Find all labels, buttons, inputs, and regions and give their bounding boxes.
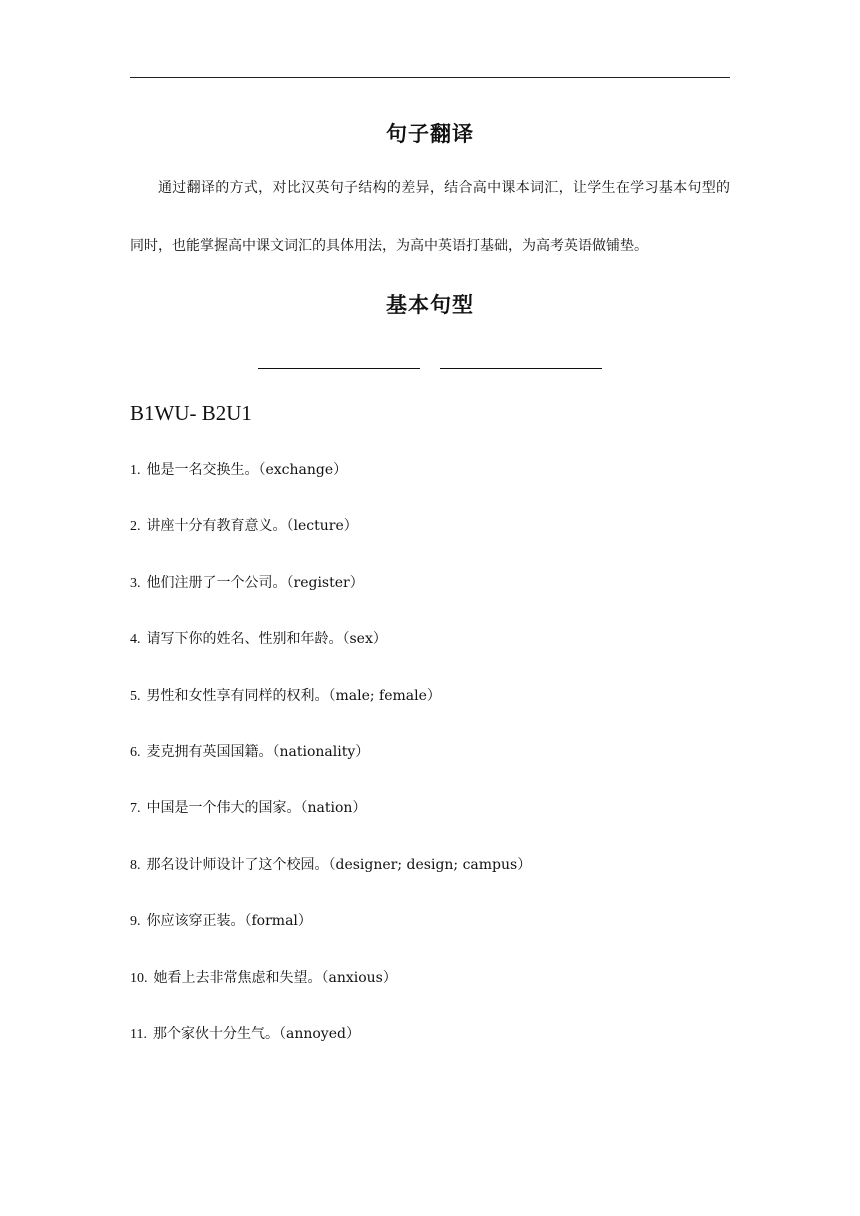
item-number: 3. [130, 575, 141, 591]
item-text: 那名设计师设计了这个校园。（designer; design; campus） [146, 856, 532, 873]
item-text: 讲座十分有教育意义。（lecture） [146, 518, 358, 535]
exercise-item [130, 1023, 730, 1079]
item-number: 2. [130, 519, 141, 535]
item-text: 他是一名交换生。（exchange） [146, 462, 348, 478]
item-number: 1. [130, 463, 141, 478]
item-text: 男性和女性享有同样的权利。（male; female） [146, 687, 441, 704]
item-number: 11. [130, 1026, 147, 1042]
exercise-item [130, 910, 730, 966]
item-number: 9. [130, 914, 141, 930]
header-rule [130, 77, 730, 78]
exercise-item [130, 515, 730, 571]
item-number: 4. [130, 632, 141, 648]
exercise-item [130, 967, 730, 1023]
unit-code: B1WU- B2U1 [130, 401, 252, 425]
item-number: 7. [130, 801, 141, 817]
exercise-item [130, 459, 730, 515]
exercise-item [130, 797, 730, 853]
blank-line-1 [258, 368, 420, 369]
item-text: 你应该穿正装。（formal） [146, 913, 312, 930]
exercise-item [130, 628, 730, 684]
exercise-item [130, 572, 730, 628]
item-number: 6. [130, 744, 141, 760]
exercise-item [130, 741, 730, 797]
section-heading: 基本句型 [386, 293, 474, 317]
item-text: 她看上去非常焦虑和失望。（anxious） [153, 969, 397, 986]
item-text: 麦克拥有英国国籍。（nationality） [146, 743, 370, 760]
intro-paragraph: 通过翻译的方式，对比汉英句子结构的差异，结合高中课本词汇，让学生在学习基本句型的同时，也能掌握高中课文词汇的具体用法，为高中英语打基础，为高考英语做铺垫。 [130, 180, 730, 254]
exercise-item [130, 685, 730, 741]
item-number: 8. [130, 857, 141, 873]
item-text: 中国是一个伟大的国家。（nation） [146, 800, 367, 817]
item-text: 那个家伙十分生气。（annoyed） [152, 1025, 360, 1042]
exercise-item [130, 854, 730, 910]
exercise-list [130, 459, 730, 1079]
item-text: 他们注册了一个公司。（register） [146, 574, 364, 591]
item-number: 10. [130, 970, 148, 986]
item-number: 5. [130, 688, 141, 704]
item-text: 请写下你的姓名、性别和年龄。（sex） [146, 631, 387, 648]
blank-line-2 [440, 368, 602, 369]
page-title: 句子翻译 [386, 122, 474, 146]
